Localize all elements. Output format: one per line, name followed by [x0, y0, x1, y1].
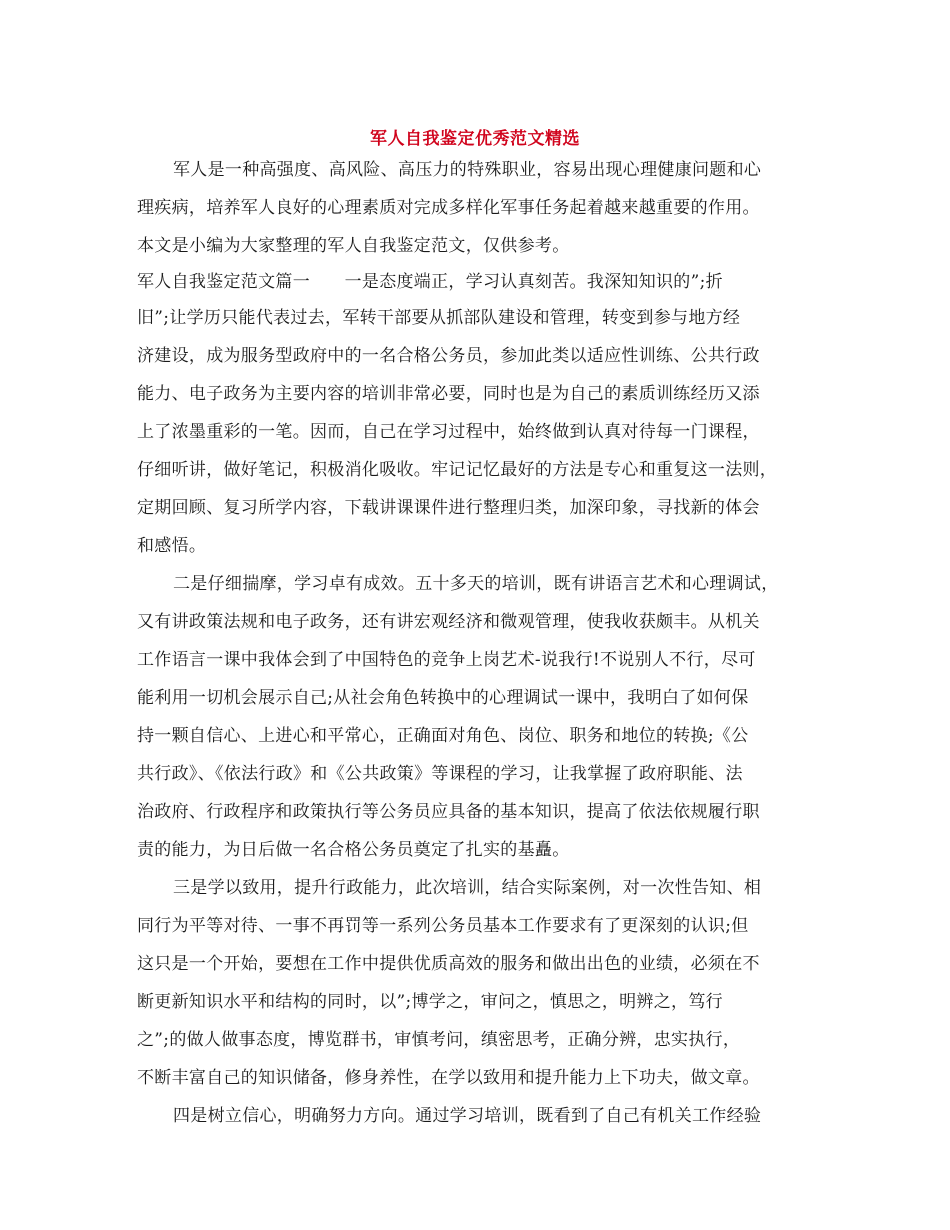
body-line: 之”;的做人做事态度，博览群书，审慎考问，缜密思考，正确分辨，忠实执行，	[137, 1030, 741, 1050]
body-line: 共行政》、《依法行政》和《公共政策》等课程的学习，让我掌握了政府职能、法	[137, 764, 743, 784]
body-line: 和感悟。	[137, 536, 207, 556]
body-line: 责的能力，为日后做一名合格公务员奠定了扎实的基矗。	[137, 840, 570, 860]
body-line: 又有讲政策法规和电子政务，还有讲宏观经济和微观管理，使我收获颇丰。从机关	[137, 612, 760, 632]
body-line: 上了浓墨重彩的一笔。因而，自己在学习过程中，始终做到认真对待每一门课程，	[137, 422, 760, 442]
body-line: 本文是小编为大家整理的军人自我鉴定范文，仅供参考。	[137, 236, 570, 256]
body-line: 能力、电子政务为主要内容的培训非常必要，同时也是为自己的素质训练经历又添	[137, 384, 760, 404]
body-line: 持一颗自信心、上进心和平常心，正确面对角色、岗位、职务和地位的转换;《公	[137, 726, 749, 746]
body-line: 治政府、行政程序和政策执行等公务员应具备的基本知识，提高了依法依规履行职	[137, 802, 760, 822]
body-line: 断更新知识水平和结构的同时，以”;博学之，审问之，慎思之，明辨之，笃行	[137, 992, 723, 1012]
body-line: 不断丰富自己的知识储备，修身养性，在学以致用和提升能力上下功夫，做文章。	[137, 1068, 760, 1088]
body-line: 二是仔细揣摩，学习卓有成效。五十多天的培训，既有讲语言艺术和心理调试，	[173, 574, 779, 594]
body-line: 济建设，成为服务型政府中的一名合格公务员，参加此类以适应性训练、公共行政	[137, 346, 760, 366]
body-line: 三是学以致用，提升行政能力，此次培训，结合实际案例，对一次性告知、相	[173, 878, 762, 898]
body-line: 仔细听讲，做好笔记，积极消化吸收。牢记记忆最好的方法是专心和重复这一法则，	[137, 460, 778, 480]
body-line: 这只是一个开始，要想在工作中提供优质高效的服务和做出出色的业绩，必须在不	[137, 954, 760, 974]
body-line: 旧”;让学历只能代表过去，军转干部要从抓部队建设和管理，转变到参与地方经	[137, 308, 741, 328]
body-line: 四是树立信心，明确努力方向。通过学习培训，既看到了自己有机关工作经验	[173, 1106, 762, 1126]
body-line: 理疾病，培养军人良好的心理素质对完成多样化军事任务起着越来越重要的作用。	[137, 198, 760, 218]
body-line: 军人是一种高强度、高风险、高压力的特殊职业，容易出现心理健康问题和心	[173, 160, 762, 180]
document-title: 军人自我鉴定优秀范文精选	[370, 129, 580, 149]
body-line: 工作语言一课中我体会到了中国特色的竞争上岗艺术-说我行!不说别人不行，尽可	[137, 650, 756, 670]
body-line: 能利用一切机会展示自己;从社会角色转换中的心理调试一课中，我明白了如何保	[137, 688, 749, 708]
body-line: 同行为平等对待、一事不再罚等一系列公务员基本工作要求有了更深刻的认识;但	[137, 916, 749, 936]
body-line: 定期回顾、复习所学内容，下载讲课课件进行整理归类，加深印象，寻找新的体会	[137, 498, 760, 518]
body-line: 军人自我鉴定范文篇一 一是态度端正，学习认真刻苦。我深知知识的”;折	[137, 272, 723, 292]
